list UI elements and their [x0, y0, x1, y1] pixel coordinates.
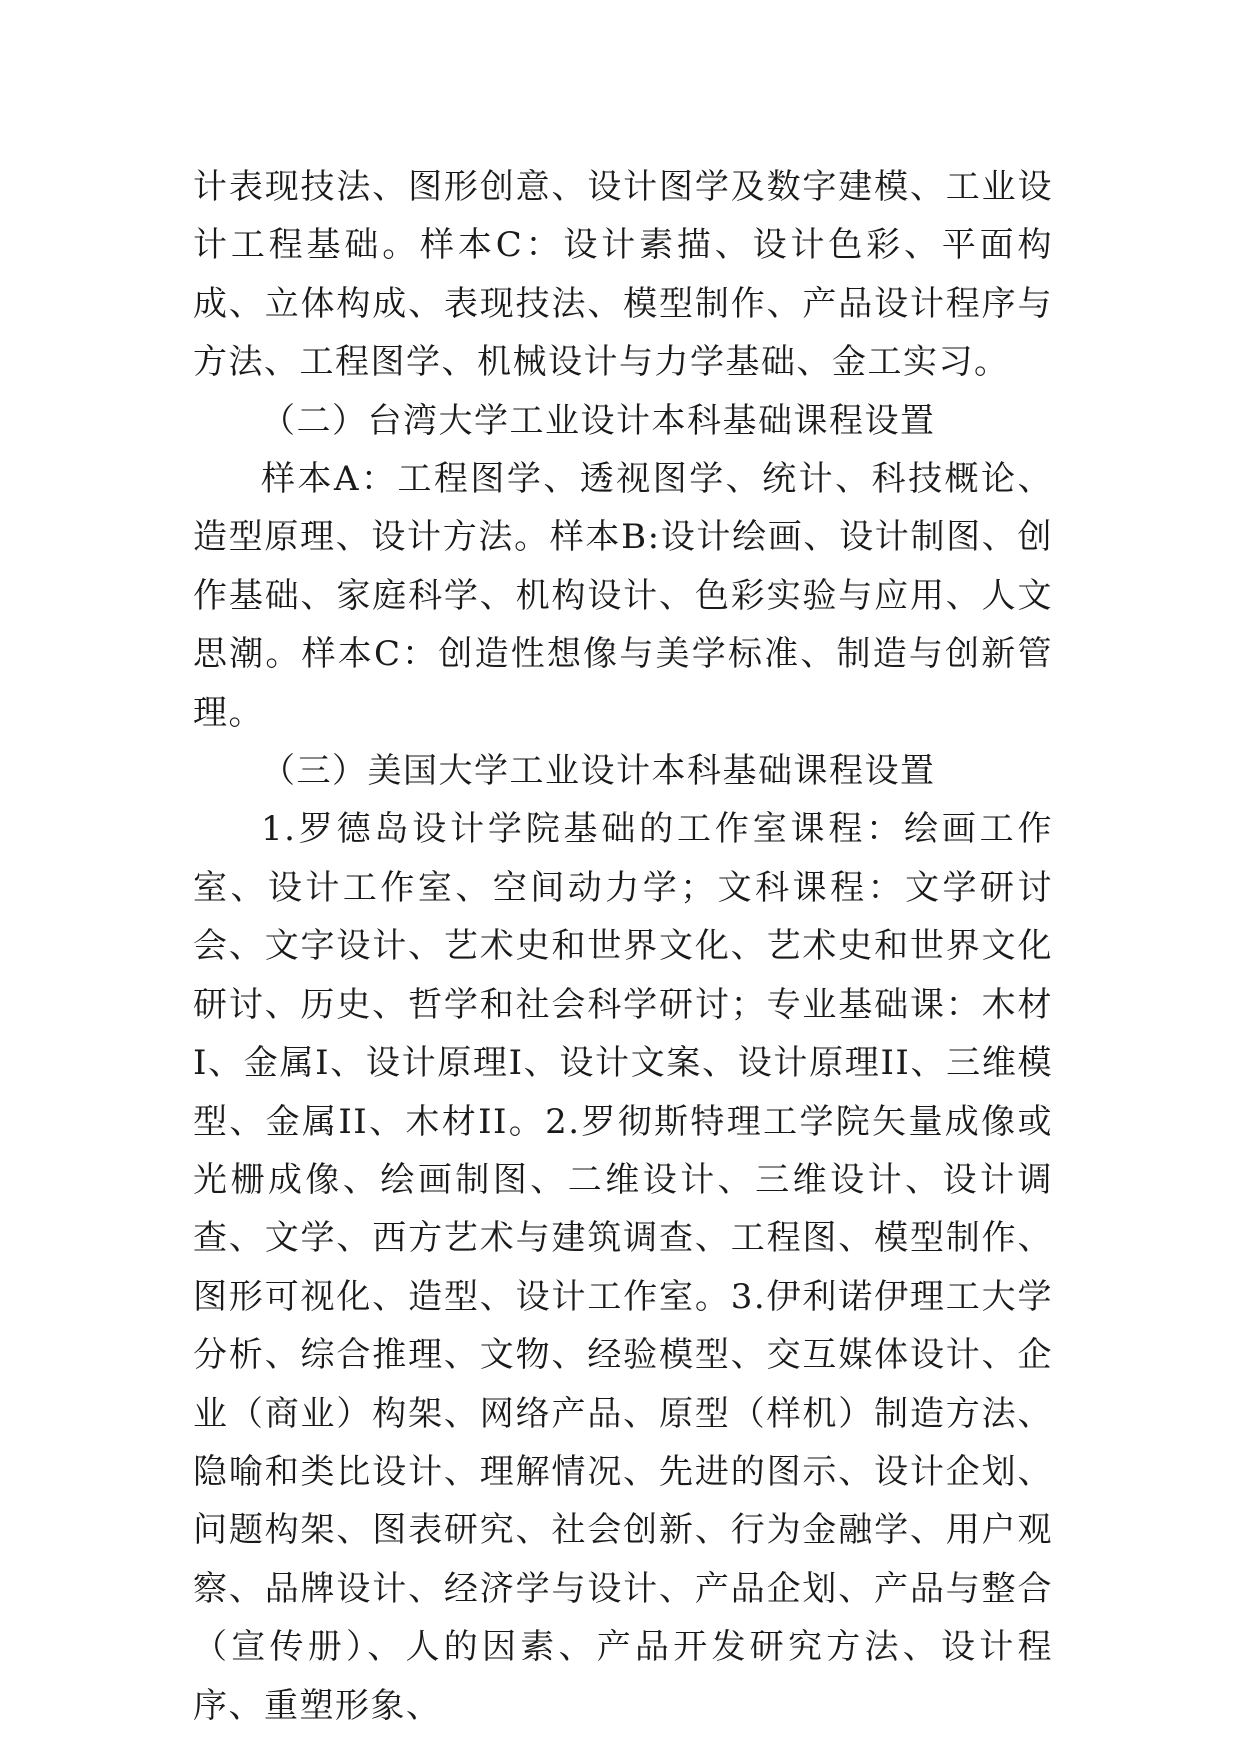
paragraph-taiwan-courses: 样本A：工程图学、透视图学、统计、科技概论、造型原理、设计方法。样本B:设计绘画、设计制图、创作基础、家庭科学、机构设计、色彩实验与应用、人文思潮。样本C：创造性想像与美学标准、制造与创新管理。	[193, 459, 1053, 733]
section-heading-taiwan: （二）台湾大学工业设计本科基础课程设置	[261, 400, 936, 441]
paragraph-continuation: 计表现技法、图形创意、设计图学及数字建模、工业设计工程基础。样本C：设计素描、设计色彩、平面构成、立体构成、表现技法、模型制作、产品设计程序与方法、工程图学、机械设计与力学基础、金工实习。	[193, 167, 1053, 383]
document-body	[193, 158, 1053, 1735]
section-heading-usa: （三）美国大学工业设计本科基础课程设置	[261, 751, 936, 792]
paragraph-usa-courses: 1.罗德岛设计学院基础的工作室课程：绘画工作室、设计工作室、空间动力学；文科课程：文学研讨会、文字设计、艺术史和世界文化、艺术史和世界文化研讨、历史、哲学和社会科学研讨；专业基础课：木材I、金属I、设计原理I、设计文案、设计原理II、三维模型、金属II、木材II。2.罗彻斯特理工学院矢量成像或光栅成像、绘画制图、二维设计、三维设计、设计调查、文学、西方艺术与建筑调查、工程图、模型制作、图形可视化、造型、设计工作室。3.伊利诺伊理工大学分析、综合推理、文物、经验模型、交互媒体设计、企业（商业）构架、网络产品、原型（样机）制造方法、隐喻和类比设计、理解情况、先进的图示、设计企划、问题构架、图表研究、社会创新、行为金融学、用户观察、品牌设计、经济学与设计、产品企划、产品与整合（宣传册）、人的因素、产品开发研究方法、设计程序、重塑形象、	[193, 809, 1053, 1726]
